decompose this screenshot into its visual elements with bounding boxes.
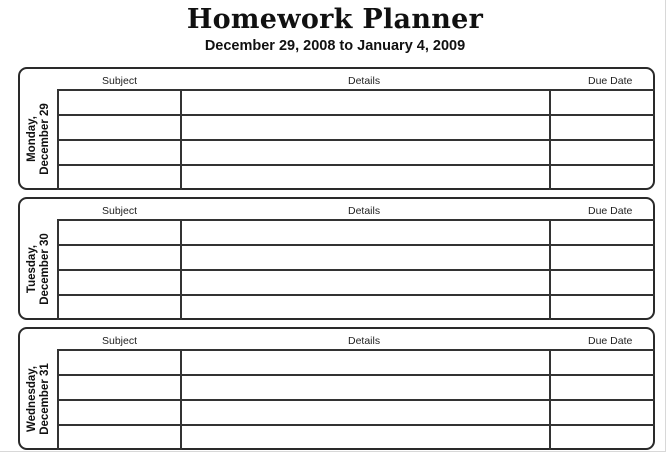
subject-cell[interactable] <box>59 246 180 269</box>
details-cell[interactable] <box>182 351 549 374</box>
details-cell[interactable] <box>182 246 549 269</box>
table-row <box>59 296 655 321</box>
due-date-cell[interactable] <box>551 116 655 139</box>
subject-cell[interactable] <box>59 91 180 114</box>
due-date-header: Due Date <box>588 205 633 217</box>
subject-cell[interactable] <box>59 296 180 321</box>
table-row <box>59 166 655 191</box>
details-header: Details <box>348 205 381 217</box>
details-cell[interactable] <box>182 376 549 399</box>
subject-cell[interactable] <box>59 351 180 374</box>
table-row <box>59 91 655 116</box>
date-label: December 30 <box>39 233 52 305</box>
subject-cell[interactable] <box>59 221 180 244</box>
date-range: December 29, 2008 to January 4, 2009 <box>204 38 466 54</box>
due-date-cell[interactable] <box>551 166 655 191</box>
details-cell[interactable] <box>182 166 549 191</box>
due-date-cell[interactable] <box>551 271 655 294</box>
date-label: December 31 <box>39 363 52 435</box>
weekday-label: Monday, <box>26 116 39 162</box>
day-label <box>20 349 58 449</box>
details-cell[interactable] <box>182 221 549 244</box>
date-label: December 29 <box>39 103 52 175</box>
table-row <box>59 351 655 376</box>
due-date-cell[interactable] <box>551 376 655 399</box>
subject-cell[interactable] <box>59 401 180 424</box>
subject-cell[interactable] <box>59 141 180 164</box>
subject-cell[interactable] <box>59 271 180 294</box>
homework-table <box>57 349 655 450</box>
subject-cell[interactable] <box>59 116 180 139</box>
homework-table <box>57 219 655 320</box>
subject-header: Subject <box>102 335 138 347</box>
details-cell[interactable] <box>182 401 549 424</box>
due-date-header: Due Date <box>588 335 633 347</box>
day-label <box>20 89 58 189</box>
table-row <box>59 246 655 271</box>
table-row <box>59 376 655 401</box>
weekday-label: Wednesday, <box>26 365 39 433</box>
subject-header: Subject <box>102 75 138 87</box>
due-date-cell[interactable] <box>551 426 655 451</box>
due-date-cell[interactable] <box>551 141 655 164</box>
details-header: Details <box>348 335 381 347</box>
day-label <box>20 219 58 319</box>
table-row <box>59 271 655 296</box>
table-row <box>59 116 655 141</box>
due-date-cell[interactable] <box>551 221 655 244</box>
day-panel <box>18 327 655 450</box>
subject-cell[interactable] <box>59 166 180 191</box>
table-row <box>59 426 655 451</box>
day-panel <box>18 197 655 320</box>
due-date-cell[interactable] <box>551 351 655 374</box>
subject-cell[interactable] <box>59 426 180 451</box>
details-cell[interactable] <box>182 296 549 321</box>
details-cell[interactable] <box>182 141 549 164</box>
day-panel <box>18 67 655 190</box>
details-cell[interactable] <box>182 426 549 451</box>
due-date-cell[interactable] <box>551 401 655 424</box>
details-cell[interactable] <box>182 271 549 294</box>
due-date-cell[interactable] <box>551 296 655 321</box>
subject-cell[interactable] <box>59 376 180 399</box>
due-date-header: Due Date <box>588 75 633 87</box>
table-row <box>59 221 655 246</box>
details-header: Details <box>348 75 381 87</box>
table-row <box>59 141 655 166</box>
subject-header: Subject <box>102 205 138 217</box>
due-date-cell[interactable] <box>551 246 655 269</box>
due-date-cell[interactable] <box>551 91 655 114</box>
table-row <box>59 401 655 426</box>
homework-table <box>57 89 655 190</box>
details-cell[interactable] <box>182 116 549 139</box>
page-title: Homework Planner <box>186 4 484 35</box>
weekday-label: Tuesday, <box>26 244 39 294</box>
details-cell[interactable] <box>182 91 549 114</box>
